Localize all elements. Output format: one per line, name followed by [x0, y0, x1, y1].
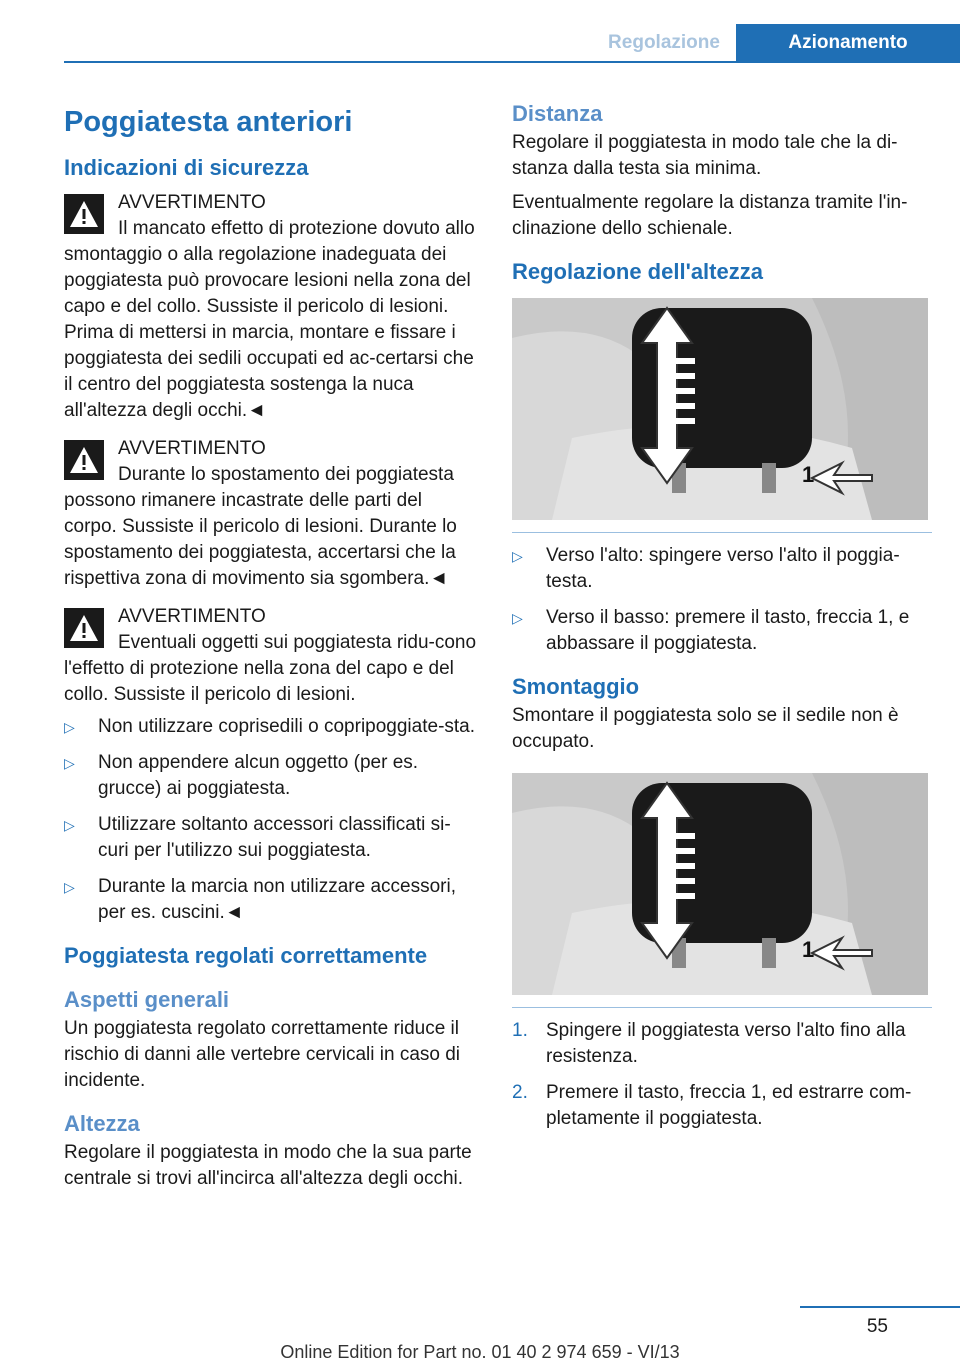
left-column — [64, 90, 480, 1200]
warning-icon — [64, 608, 104, 648]
warning-text: Il mancato effetto di protezione dovuto allo smontaggio o alla regolazione inadeguata dei poggiatesta può provocare lesioni nella zona del capo e del collo. Sussiste il pericolo di lesioni. Prima di mettersi in marcia, montare e fissare i poggiatesta dei sedili occupati ed ac‐certarsi che il centro del poggiatesta sostenga la nuca all'altezza degli occhi.◄ — [64, 218, 475, 421]
bullet-icon: ▷ — [64, 719, 75, 735]
bullet-icon: ▷ — [512, 548, 523, 564]
bullet-icon: ▷ — [64, 879, 75, 895]
warning-icon — [64, 194, 104, 234]
header-rule — [64, 61, 960, 63]
section-height-adjust-heading: Regolazione dell'altezza — [512, 259, 763, 284]
footer-edition: Online Edition for Part no. 01 40 2 974 659 - VI/13 — [280, 1342, 680, 1362]
tab-azionamento[interactable]: Azionamento — [736, 24, 960, 62]
distance-paragraph-1: Regolare il poggiatesta in modo tale che la di‐stanza dalla testa sia minima. — [512, 132, 898, 179]
general-paragraph: Un poggiatesta regolato correttamente riduce il rischio di danni alle vertebre cervicali in caso di incidente. — [64, 1018, 461, 1091]
header-tabs — [592, 24, 960, 62]
bullet-icon: ▷ — [64, 755, 75, 771]
step-number: 1. — [512, 1020, 528, 1041]
warning-title: AVVERTIMENTO — [118, 606, 266, 627]
warning-1 — [64, 190, 480, 424]
removal-paragraph: Smontare il poggiatesta solo se il sedile non è occupato. — [512, 705, 899, 752]
warning-text: Eventuali oggetti sui poggiatesta ridu‐cono l'effetto di protezione nella zona del capo e del collo. Sussiste il pericolo di lesioni. — [64, 632, 477, 705]
warning-2 — [64, 436, 480, 592]
list-item: ▷ Verso l'alto: spingere verso l'alto il poggia‐testa. — [512, 545, 900, 592]
list-item: ▷ Utilizzare soltanto accessori classificati si‐curi per l'utilizzo sui poggiatesta. — [64, 814, 451, 861]
bullet-icon: ▷ — [512, 610, 523, 626]
footer-rule — [800, 1306, 960, 1308]
page-number: 55 — [866, 1316, 888, 1337]
step-number: 2. — [512, 1082, 528, 1103]
list-item: ▷ Non appendere alcun oggetto (per es. grucce) ai poggiatesta. — [64, 752, 419, 799]
figure-callout-label: 1 — [802, 462, 815, 487]
divider — [512, 1007, 932, 1008]
section-safety-heading: Indicazioni di sicurezza — [64, 155, 309, 180]
subsection-removal-heading: Smontaggio — [512, 674, 640, 699]
list-item: ▷ Non utilizzare coprisedili o copripoggiate‐sta. — [64, 714, 480, 740]
warning-icon — [64, 440, 104, 480]
warning-3 — [64, 604, 480, 708]
tab-regolazione[interactable]: Regolazione — [608, 32, 720, 53]
headrest-figure-2 — [512, 773, 928, 995]
subsection-distance-heading: Distanza — [512, 101, 603, 126]
warning-text: Durante lo spostamento dei poggiatesta possono rimanere incastrate delle parti del corpo. Sussiste il pericolo di lesioni. Durante lo spostamento dei poggiatesta, accertarsi che la rispettiva zona di movimento sia sgombera.◄ — [64, 464, 457, 589]
section-correct-heading: Poggiatesta regolati correttamente — [64, 943, 428, 968]
figure-callout-label: 1 — [802, 937, 815, 962]
subsection-height-heading: Altezza — [64, 1111, 140, 1136]
warning-title: AVVERTIMENTO — [118, 438, 266, 459]
page-title: Poggiatesta anteriori — [64, 106, 353, 138]
headrest-figure-1 — [512, 298, 928, 520]
list-item: ▷ Verso il basso: premere il tasto, freccia 1, e abbassare il poggiatesta. — [512, 607, 910, 654]
warning-title: AVVERTIMENTO — [118, 192, 266, 213]
distance-paragraph-2: Eventualmente regolare la distanza tramite l'in‐clinazione dello schienale. — [512, 192, 908, 239]
subsection-general-heading: Aspetti generali — [64, 987, 230, 1012]
height-adjust-list — [512, 543, 932, 657]
list-item: 2. Premere il tasto, freccia 1, ed estrarre com‐pletamente il poggiatesta. — [512, 1082, 912, 1129]
height-paragraph: Regolare il poggiatesta in modo che la sua parte centrale si trovi all'incirca all'altezza degli occhi. — [64, 1142, 472, 1189]
right-column — [512, 90, 932, 1142]
list-item: 1. Spingere il poggiatesta verso l'alto fino alla resistenza. — [512, 1020, 906, 1067]
list-item: ▷ Durante la marcia non utilizzare accessori, per es. cuscini.◄ — [64, 876, 456, 923]
bullet-icon: ▷ — [64, 817, 75, 833]
safety-list — [64, 714, 480, 926]
divider — [512, 532, 932, 533]
removal-steps — [512, 1018, 932, 1132]
